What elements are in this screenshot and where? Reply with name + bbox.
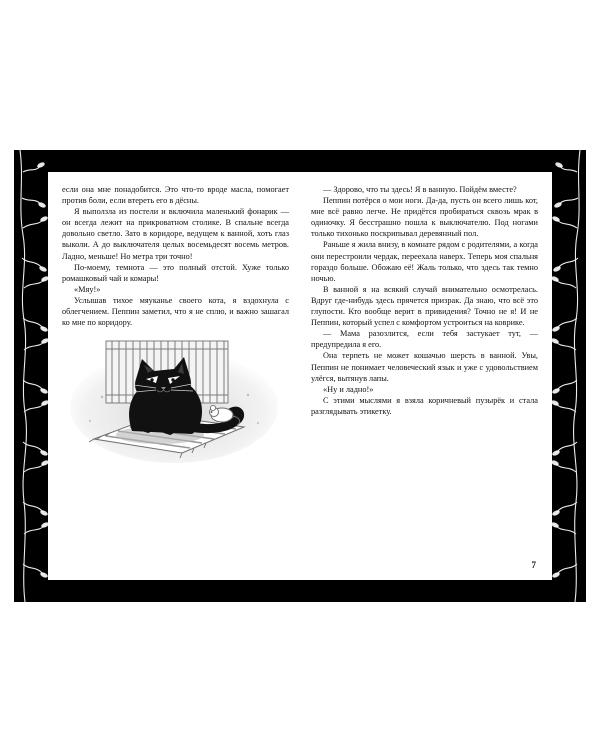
paragraph: Пеппин потёрся о мои ноги. Да-да, пусть он всего лишь кот, мне всё равно легче. Не придётся пробираться сквозь мрак в одиночку. Я бесстрашно пошла к выключателю. Под ногами только тихонько поскрипывал деревянный пол. [311,196,538,239]
black-cat-on-rug-illustration [62,335,289,467]
paragraph: «Ну и ладно!» [323,384,374,394]
page-number: 7 [531,560,536,570]
paragraph: — Мама разозлится, если тебя застукает тут, — предупредила я его. [311,329,538,350]
paragraph: Она терпеть не может кошачью шерсть в ванной. Увы, Пеппин не понимает человеческий язык и уже с удовольствием улёгся, вытянув лапы. [311,351,538,383]
paragraph: С этими мыслями я взяла коричневый пузырёк и стала разглядывать этикетку. [311,395,538,416]
left-column [62,184,289,568]
paragraph: Услышав тихое мяуканье своего кота, я вздохнула с облегчением. Пеппин заметил, что я не сплю, и важно зашагал ко мне по коридору. [62,295,289,328]
two-column-text [62,184,538,568]
page-text-panel [48,172,552,580]
vine-branch-ornament-right [552,150,586,602]
paragraph: «Мяу!» [74,284,101,294]
paragraph: Раньше я жила внизу, в комнате рядом с родителями, а когда они перестроили чердак, переехала наверх. Теперь моя спальня гораздо больше. Обожаю её! Жаль только, что здесь так темно ночью. [311,240,538,283]
paragraph: Я выползла из постели и включила маленький фонарик — он всегда лежит на прикроватном столике. В спальне всегда довольно светло. Зато в коридоре, ведущем к ванной, хоть глаз выколи. А до выключателя целых восемьдесят восемь метров. Ладно, меньше! Но метра три точно! [62,207,289,261]
paragraph: По-моему, темнота — это полный отстой. Хуже только ромашковый чай и комары! [62,262,289,283]
right-column [311,184,538,568]
vine-branch-ornament-left [14,150,48,602]
paragraph: — Здорово, что ты здесь! Я в ванную. Пойдём вместе? [323,185,517,194]
book-spread [14,150,586,602]
paragraph: В ванной я на всякий случай внимательно осмотрелась. Вдруг где-нибудь здесь прячется призрак. Да знаю, что всё это глупости. Кто вообще верит в привидения? Точно не я! И не Пеппин, который успел с комфортом устроиться на коврике. [311,284,538,328]
paragraph: если она мне понадобится. Это что-то вроде масла, помогает против боли, если втереть его в дёсны. [62,185,289,206]
